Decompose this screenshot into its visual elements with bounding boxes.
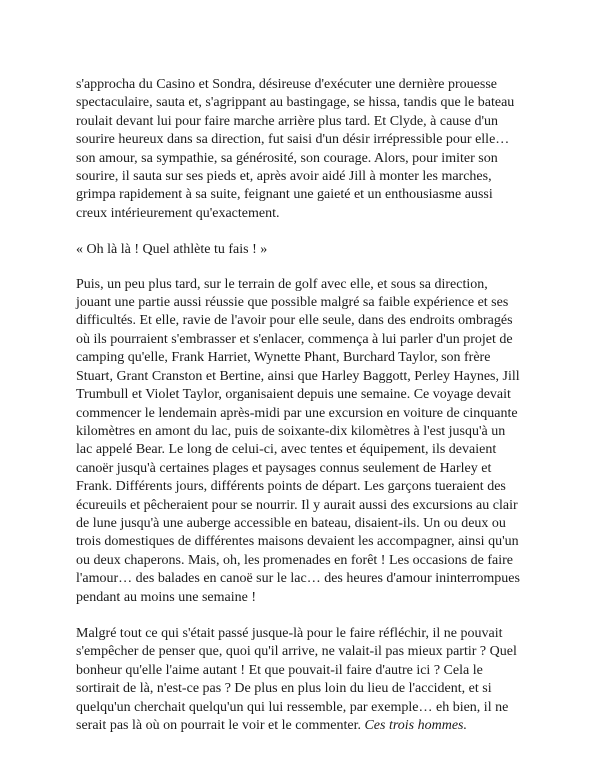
paragraph: s'approcha du Casino et Sondra, désireuse d'exécuter une dernière prouesse spectaculaire, sauta et, s'agrippant au bastingage, se hissa, tandis que le bateau roulait devant lui pour faire marche arrière plus tard. Et Clyde, à cause d'un sourire heureux dans sa direction, fut saisi d'un désir irrépressible pour elle… son amour, sa sympathie, sa générosité, son courage. Alors, pour imiter son sourire, il sauta sur ses pieds et, après avoir aidé Jill à monter les marches, grimpa rapidement à sa suite, feignant une gaieté et un enthousiasme aussi creux intérieurement qu'exactement. [76,77,515,221]
document-page [76,76,524,753]
paragraph-final-text: Malgré tout ce qui s'était passé jusque-là pour le faire réfléchir, il ne pouvait s'empêcher de penser que, quoi qu'il arrive, ne valait-il pas mieux partir ? Quel bonheur qu'elle l'aime autant ! Et que pouvait-il faire d'autre ici ? Cela le sortirait de là, n'est-ce pas ? De plus en plus loin du lieu de l'accident, et si quelqu'un cherchait quelqu'un qui lui ressemble, par exemple… eh bien, il ne serait pas là où on pourrait le voir et le commenter. [76,625,517,733]
paragraph-final [76,625,524,735]
paragraph: Puis, un peu plus tard, sur le terrain de golf avec elle, et sous sa direction, jouant une partie aussi réussie que possible malgré sa faible expérience et ses difficultés. Et elle, ravie de l'avoir pour elle seule, dans des endroits ombragés où ils pourraient s'embrasser et s'enlacer, commença à lui parler d'un projet de camping qu'elle, Frank Harriet, Wynette Phant, Burchard Taylor, son frère Stuart, Grant Cranston et Bertine, ainsi que Harley Baggott, Perley Haynes, Jill Trumbull et Violet Taylor, organisaient depuis une semaine. Ce voyage devait commencer le lendemain après-midi par une excursion en voiture de cinquante kilomètres en amont du lac, puis de soixante-dix kilomètres à l'est jusqu'à un lac appelé Bear. Le long de celui-ci, avec tentes et équipement, ils devaient canoër jusqu'à certaines plages et paysages connus seulement de Harley et Frank. Différents jours, différents points de départ. Les garçons tueraient des écureuils et pêcheraient pour se nourrir. Il y aurait aussi des excursions au clair de lune jusqu'à une auberge accessible en bateau, disaient-ils. Un ou deux ou trois domestiques de différentes maisons devaient les accompagner, ainsi qu'un ou deux chaperons. Mais, oh, les promenades en forêt ! Les occasions de faire l'amour… des balades en canoë sur le lac… des heures d'amour ininterrompues pendant au moins une semaine ! [76,276,520,605]
dialogue-line: « Oh là là ! Quel athlète tu fais ! » [76,242,268,258]
italic-phrase: Ces trois hommes. [364,718,468,733]
